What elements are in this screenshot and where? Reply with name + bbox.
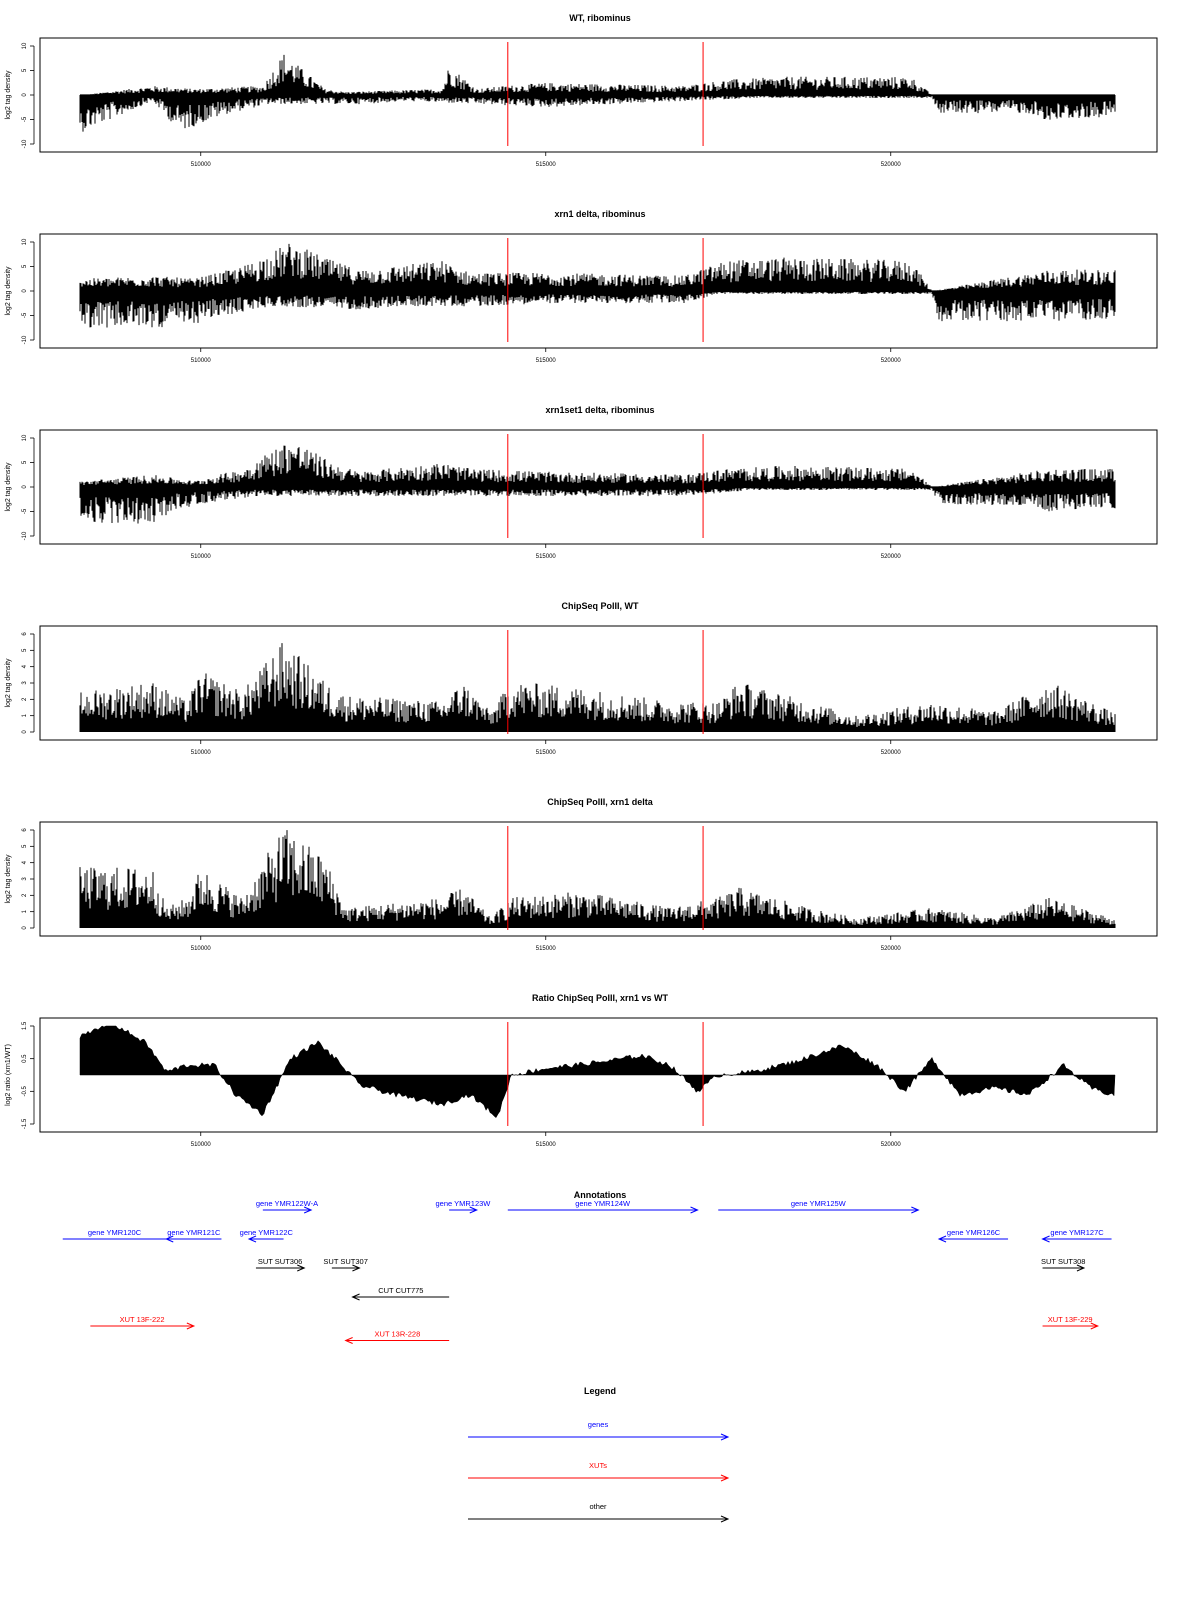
- x-tick-label: 515000: [535, 358, 556, 364]
- x-tick-label: 520000: [880, 358, 901, 364]
- legend-title: Legend: [583, 1386, 617, 1396]
- y-tick-label: 1: [22, 713, 28, 718]
- y-tick-label: 5: [22, 648, 28, 653]
- x-tick-label: 515000: [535, 554, 556, 560]
- annotation-label: gene YMR122W-A: [255, 1199, 319, 1208]
- legend-entry: [468, 1461, 728, 1481]
- chart-panel-1: [5, 13, 1157, 168]
- y-tick-label: -10: [22, 139, 28, 149]
- x-tick-label: 510000: [190, 554, 211, 560]
- y-tick-label: 0: [22, 289, 28, 293]
- y-tick-label: 5: [22, 264, 28, 269]
- y-tick-label: 4: [22, 860, 28, 865]
- y-tick-label: -5: [22, 508, 28, 515]
- y-axis-label: log2 tag density: [5, 854, 12, 904]
- y-tick-label: 5: [22, 460, 28, 465]
- annotation-item: [166, 1228, 221, 1242]
- y-tick-label: 1: [22, 909, 28, 914]
- x-tick-label: 510000: [190, 946, 211, 952]
- annotation-label: XUT 13R-228: [374, 1329, 421, 1339]
- legend-label: genes: [587, 1420, 609, 1429]
- y-tick-label: 5: [22, 844, 28, 849]
- x-tick-label: 510000: [190, 1142, 211, 1148]
- x-tick-label: 510000: [190, 358, 211, 364]
- x-tick-label: 515000: [535, 946, 556, 952]
- y-tick-label: -5: [22, 116, 28, 123]
- legend-label: other: [589, 1502, 607, 1511]
- annotation-item: [508, 1199, 698, 1213]
- annotation-label: gene YMR120C: [87, 1228, 142, 1237]
- annotation-item: [323, 1257, 367, 1271]
- y-tick-label: 10: [22, 238, 28, 246]
- y-tick-label: 2: [22, 893, 28, 898]
- chart-title: ChipSeq PolII, WT: [561, 601, 639, 611]
- annotation-label: SUT SUT308: [1041, 1257, 1086, 1266]
- annotation-item: [256, 1257, 304, 1271]
- y-tick-label: 5: [22, 68, 28, 73]
- y-axis-label: log2 tag density: [5, 658, 12, 708]
- legend-panel: [468, 1386, 728, 1522]
- annotation-label: gene YMR126C: [946, 1228, 1001, 1237]
- annotation-item: [1041, 1257, 1085, 1271]
- y-tick-label: 3: [22, 877, 28, 881]
- annotation-item: [435, 1199, 491, 1213]
- annotation-label: gene YMR122C: [239, 1228, 293, 1237]
- chart-panel-6: [5, 993, 1157, 1148]
- x-tick-label: 510000: [190, 750, 211, 756]
- x-tick-label: 520000: [880, 946, 901, 952]
- legend-entry: [468, 1502, 728, 1522]
- x-tick-label: 515000: [535, 1142, 556, 1148]
- y-tick-label: 0: [22, 93, 28, 97]
- y-tick-label: -0.5: [22, 1086, 28, 1097]
- x-tick-label: 515000: [535, 162, 556, 168]
- annotation-item: [240, 1228, 294, 1242]
- annotations-panel: [63, 1190, 1112, 1344]
- y-tick-label: -10: [22, 531, 28, 541]
- y-tick-label: -5: [22, 312, 28, 319]
- annotation-item: [90, 1315, 194, 1329]
- ratio-area: [80, 1026, 1115, 1118]
- chart-title: xrn1 delta, ribominus: [554, 209, 646, 219]
- y-tick-label: 3: [22, 681, 28, 685]
- annotation-label: gene YMR124W: [575, 1199, 631, 1208]
- annotation-label: SUT SUT306: [257, 1257, 303, 1266]
- density-bars: [80, 446, 1115, 524]
- chart-title: xrn1set1 delta, ribominus: [545, 405, 655, 415]
- x-tick-label: 520000: [880, 750, 901, 756]
- x-tick-label: 520000: [880, 1142, 901, 1148]
- annotation-label: gene YMR127C: [1050, 1228, 1104, 1237]
- chart-panel-3: [5, 405, 1157, 560]
- chart-panel-2: [5, 209, 1157, 364]
- legend-entry: [468, 1420, 728, 1440]
- x-tick-label: 520000: [880, 554, 901, 560]
- density-bars: [80, 830, 1115, 928]
- chart-title: WT, ribominus: [569, 13, 631, 23]
- annotation-item: [256, 1199, 318, 1213]
- y-tick-label: 0: [22, 926, 28, 930]
- annotation-item: [1043, 1228, 1112, 1242]
- y-axis-label: log2 tag density: [5, 70, 12, 120]
- annotation-label: gene YMR125W: [790, 1199, 846, 1208]
- annotation-label: gene YMR121C: [167, 1228, 221, 1237]
- y-tick-label: -1.5: [22, 1118, 28, 1130]
- annotation-item: [353, 1286, 450, 1300]
- annotation-item: [346, 1330, 450, 1344]
- chart-panel-4: [5, 601, 1157, 756]
- y-tick-label: -10: [22, 335, 28, 345]
- annotation-item: [1043, 1315, 1098, 1329]
- y-axis-label: log2 tag density: [5, 462, 12, 512]
- annotations-title: Annotations: [573, 1190, 627, 1200]
- y-tick-label: 0: [22, 485, 28, 489]
- chart-panel-5: [5, 797, 1157, 952]
- annotation-label: SUT SUT307: [323, 1257, 368, 1266]
- annotation-item: [939, 1228, 1008, 1242]
- y-tick-label: 6: [22, 828, 28, 832]
- chart-title: ChipSeq PolII, xrn1 delta: [547, 797, 653, 807]
- x-tick-label: 510000: [190, 162, 211, 168]
- x-tick-label: 515000: [535, 750, 556, 756]
- density-bars: [80, 55, 1115, 132]
- x-tick-label: 520000: [880, 162, 901, 168]
- legend-label: XUTs: [589, 1461, 607, 1470]
- y-tick-label: 10: [22, 42, 28, 50]
- density-bars: [80, 244, 1115, 328]
- y-axis-label: log2 ratio (xrn1/WT): [5, 1044, 12, 1106]
- annotation-label: CUT CUT775: [378, 1286, 424, 1295]
- y-tick-label: 10: [22, 434, 28, 442]
- density-bars: [80, 643, 1115, 732]
- y-tick-label: 0.5: [22, 1054, 28, 1063]
- annotation-label: XUT 13F-229: [1047, 1315, 1093, 1324]
- y-tick-label: 1.5: [22, 1021, 28, 1031]
- annotation-label: gene YMR123W: [435, 1199, 491, 1208]
- y-tick-label: 0: [22, 730, 28, 734]
- y-tick-label: 2: [22, 697, 28, 702]
- annotation-item: [63, 1228, 167, 1239]
- chart-title: Ratio ChipSeq PolII, xrn1 vs WT: [531, 993, 669, 1003]
- y-axis-label: log2 tag density: [5, 266, 12, 316]
- y-tick-label: 6: [22, 632, 28, 636]
- annotation-label: XUT 13F-222: [119, 1315, 165, 1324]
- annotation-item: [718, 1199, 918, 1213]
- y-tick-label: 4: [22, 664, 28, 669]
